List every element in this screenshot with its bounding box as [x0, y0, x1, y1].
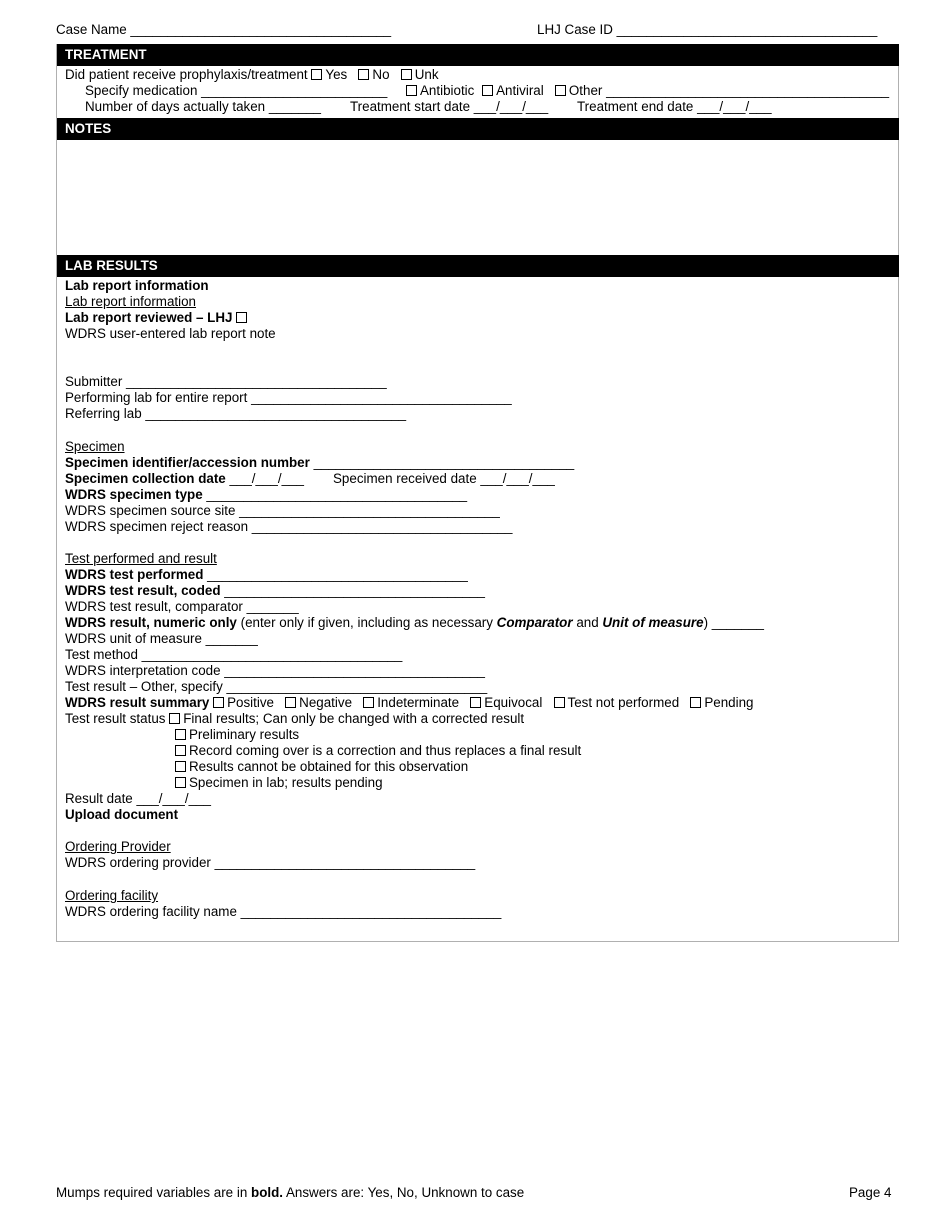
ordering-facility-field[interactable]: WDRS ordering facility name ___________________________________ [65, 904, 502, 919]
numeric-result-field[interactable]: WDRS result, numeric only (enter only if given, including as necessary Comparator and Unit of measure) _______ [65, 615, 764, 630]
case-name-field[interactable]: Case Name ___________________________________ [56, 22, 392, 37]
result-summary: WDRS result summary Positive Negative Indeterminate Equivocal Test not performed Pending [65, 695, 754, 710]
other-result-field[interactable]: Test result – Other, specify ___________________________________ [65, 679, 488, 694]
test-performed-field[interactable]: WDRS test performed ___________________________________ [65, 567, 468, 582]
submitter-field[interactable]: Submitter ___________________________________ [65, 374, 387, 389]
pending-checkbox[interactable] [690, 697, 701, 708]
unit-of-measure-field[interactable]: WDRS unit of measure _______ [65, 631, 258, 646]
specimen-collection-date-field[interactable]: Specimen collection date ___/___/___ [65, 471, 304, 486]
page-number: Page 4 [849, 1185, 892, 1200]
treatment-start-date-field[interactable]: Treatment start date ___/___/___ [350, 99, 549, 114]
lab-report-reviewed: Lab report reviewed – LHJ [65, 310, 250, 326]
lab-report-reviewed-checkbox[interactable] [236, 312, 247, 323]
other-checkbox[interactable] [555, 85, 566, 96]
test-result-comparator-field[interactable]: WDRS test result, comparator _______ [65, 599, 299, 614]
upload-document[interactable]: Upload document [65, 807, 179, 822]
yes-checkbox[interactable] [311, 69, 322, 80]
test-method-field[interactable]: Test method ___________________________________ [65, 647, 403, 662]
footer-note: Mumps required variables are in bold. Answers are: Yes, No, Unknown to case [56, 1185, 525, 1200]
treatment-end-date-field[interactable]: Treatment end date ___/___/___ [577, 99, 772, 114]
specimen-type-field[interactable]: WDRS specimen type ___________________________________ [65, 487, 468, 502]
antiviral-checkbox[interactable] [482, 85, 493, 96]
indeterminate-checkbox[interactable] [363, 697, 374, 708]
result-date-field[interactable]: Result date ___/___/___ [65, 791, 211, 806]
specimen-received-date-field[interactable]: Specimen received date ___/___/___ [333, 471, 555, 486]
ordering-facility-heading: Ordering facility [65, 888, 159, 903]
specify-medication-field[interactable]: Specify medication _________________________ [85, 83, 388, 98]
referring-lab-field[interactable]: Referring lab ___________________________________ [65, 406, 407, 421]
preliminary-results-checkbox[interactable] [175, 729, 186, 740]
status-option-in-lab: Specimen in lab; results pending [175, 775, 383, 791]
user-lab-report-note: WDRS user-entered lab report note [65, 326, 276, 341]
notes-area[interactable] [57, 140, 899, 255]
lhj-case-id-field[interactable]: LHJ Case ID ___________________________________ [537, 22, 878, 37]
prophylaxis-question: Did patient receive prophylaxis/treatment Yes No Unk [65, 67, 439, 82]
cannot-obtain-checkbox[interactable] [175, 761, 186, 772]
test-heading: Test performed and result [65, 551, 217, 566]
ordering-provider-heading: Ordering Provider [65, 839, 171, 854]
notes-section-header: NOTES [57, 118, 899, 140]
status-option-correction: Record coming over is a correction and thus replaces a final result [175, 743, 581, 759]
medication-type-options: Antibiotic Antiviral Other ______________________________________ [406, 83, 889, 99]
test-result-coded-field[interactable]: WDRS test result, coded ___________________________________ [65, 583, 485, 598]
lab-report-info-bold: Lab report information [65, 278, 209, 293]
test-not-performed-checkbox[interactable] [554, 697, 565, 708]
treatment-section-header: TREATMENT [57, 44, 899, 66]
final-results-checkbox[interactable] [169, 713, 180, 724]
specimen-source-site-field[interactable]: WDRS specimen source site ___________________________________ [65, 503, 500, 518]
status-option-cannot-obtain: Results cannot be obtained for this observation [175, 759, 468, 775]
specimen-reject-reason-field[interactable]: WDRS specimen reject reason ___________________________________ [65, 519, 513, 534]
interpretation-code-field[interactable]: WDRS interpretation code ___________________________________ [65, 663, 485, 678]
correction-checkbox[interactable] [175, 745, 186, 756]
unk-checkbox[interactable] [401, 69, 412, 80]
lab-results-section-header: LAB RESULTS [57, 255, 899, 277]
specimen-in-lab-checkbox[interactable] [175, 777, 186, 788]
antibiotic-checkbox[interactable] [406, 85, 417, 96]
no-checkbox[interactable] [358, 69, 369, 80]
status-option-preliminary: Preliminary results [175, 727, 299, 743]
lab-report-info-heading: Lab report information [65, 294, 197, 309]
days-taken-field[interactable]: Number of days actually taken _______ [85, 99, 321, 114]
specimen-id-field[interactable]: Specimen identifier/accession number ___________________________________ [65, 455, 575, 470]
performing-lab-field[interactable]: Performing lab for entire report ___________________________________ [65, 390, 512, 405]
test-result-status: Test result status Final results; Can only be changed with a corrected result [65, 711, 525, 726]
specimen-heading: Specimen [65, 439, 125, 454]
positive-checkbox[interactable] [213, 697, 224, 708]
ordering-provider-field[interactable]: WDRS ordering provider ___________________________________ [65, 855, 476, 870]
equivocal-checkbox[interactable] [470, 697, 481, 708]
negative-checkbox[interactable] [285, 697, 296, 708]
